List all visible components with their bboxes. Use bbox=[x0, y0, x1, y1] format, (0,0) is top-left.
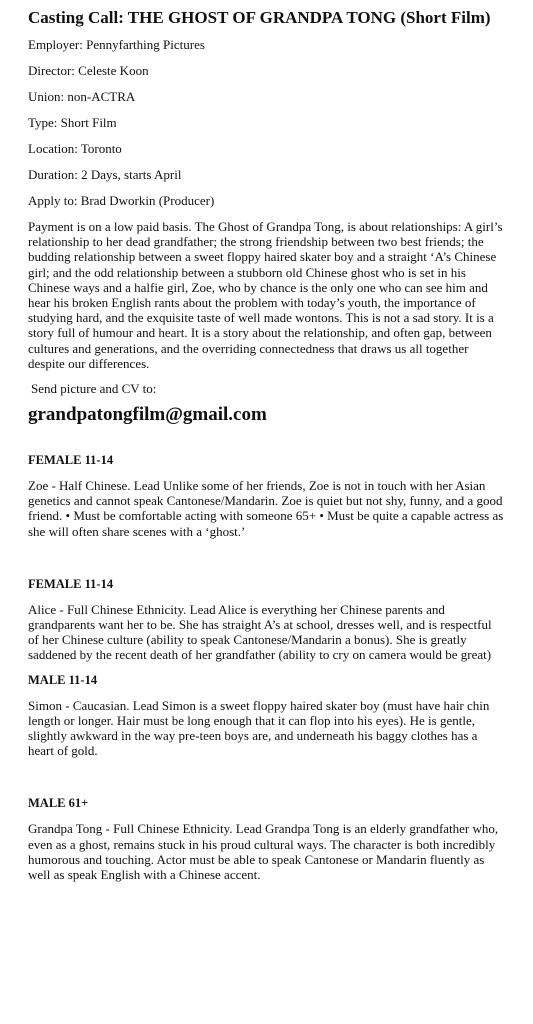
type-line: Type: Short Film bbox=[28, 115, 117, 130]
apply-to-line: Apply to: Brad Dworkin (Producer) bbox=[28, 193, 215, 208]
union-line: Union: non-ACTRA bbox=[28, 89, 136, 104]
role-heading: FEMALE 11-14 bbox=[28, 453, 114, 468]
role-heading: FEMALE 11-14 bbox=[28, 576, 114, 591]
send-instructions: Send picture and CV to: bbox=[31, 381, 157, 397]
page-title: Casting Call: THE GHOST OF GRANDPA TONG (Short Film) bbox=[28, 8, 491, 27]
duration-line: Duration: 2 Days, starts April bbox=[28, 167, 182, 182]
role-description: Grandpa Tong - Full Chinese Ethnicity. Lead Grandpa Tong is an elderly grandfather who, even as a ghost, remains stuck in his proud cultural ways. The character is both incredibly humorous and touching. Actor must be able to speak Cantonese or Mandarin fluently as well as speak English with a Chinese accent. bbox=[28, 821, 499, 883]
role-description: Simon - Caucasian. Lead Simon is a sweet floppy haired skater boy (must have hair chin length or longer. Hair must be long enough that it can flop into his eyes). He is gentle, slightly awkward in the way pre-teen boys are, and underneath his baggy clothes has a heart of gold. bbox=[28, 697, 490, 759]
role-heading: MALE 11-14 bbox=[28, 672, 98, 687]
role-description: Alice - Full Chinese Ethnicity. Lead Alice is everything her Chinese parents and grandparents want her to be. She has straight A’s at school, dresses well, and is respectful of her Chinese culture (ability to speak Cantonese/Mandarin a bonus). She is greatly saddened by the recent death of her grandfather (ability to cry on camera would be great) bbox=[28, 601, 492, 663]
role-description: Zoe - Half Chinese. Lead Unlike some of her friends, Zoe is not in touch with her Asian genetics and cannot speak Cantonese/Mandarin. Zoe is quiet but not shy, funny, and a good friend. • Must be comfortable acting with someone 65+ • Must be quite a capable actress as she will often share scenes with a ‘ghost.’ bbox=[28, 478, 504, 539]
location-line: Location: Toronto bbox=[28, 141, 122, 156]
role-heading: MALE 61+ bbox=[28, 796, 89, 811]
employer-line: Employer: Pennyfarthing Pictures bbox=[28, 37, 205, 52]
director-line: Director: Celeste Koon bbox=[28, 63, 149, 78]
contact-email[interactable]: grandpatongfilm@gmail.com bbox=[28, 404, 267, 426]
film-description: Payment is on a low paid basis. The Ghost of Grandpa Tong, is about relationships: A girl’s relationship to her dead grandfather; the strong friendship between two best friends; the budding relationship between a sweet floppy haired skater boy and a straight ‘A’s Chinese girl; and the odd relationship between a stubborn old Chinese ghost who is set in his Chinese ways and a halfie girl, Zoe, who by chance is the only one who can see him and hear his broken English rants about the problem with today’s youth, the importance of studying hard, and the exquisite taste of well made wontons. This is not a sad story. It is a story full of humour and heart. It is a story about the relationship, and often gap, between cultures and generations, and the overriding connectedness that draws us all together despite our differences. bbox=[28, 219, 503, 371]
